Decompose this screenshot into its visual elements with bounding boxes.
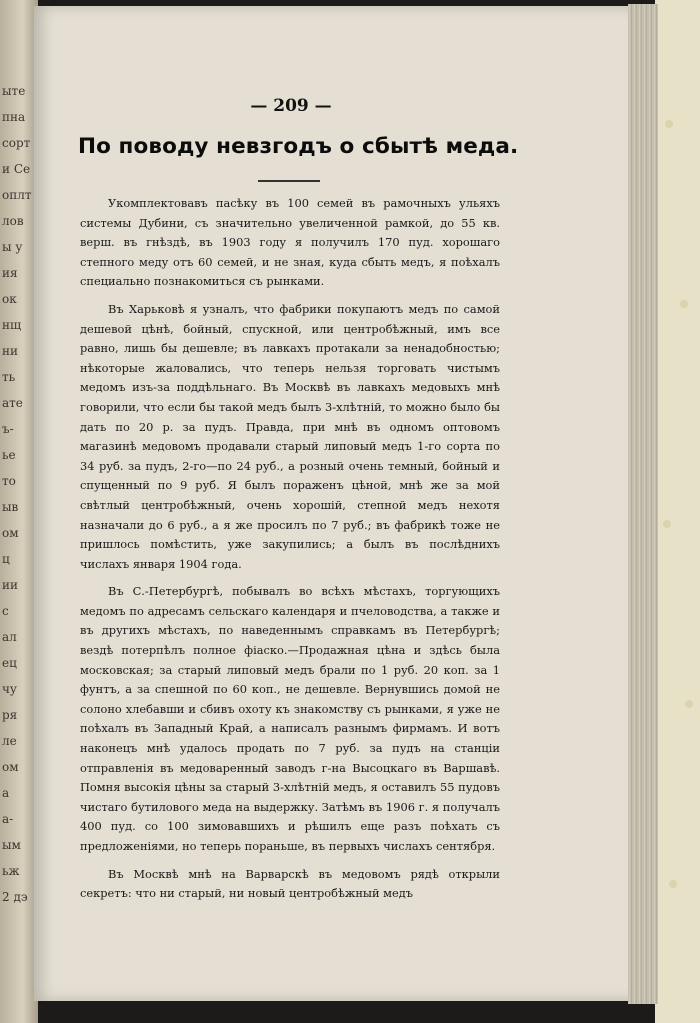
paragraph: Въ Харьковѣ я узналъ, что фабрики покупаютъ медъ по самой дешевой цѣнѣ, бойный, спускной, или центробѣжный, имъ все равно, лишь бы дешевле; въ лавкахъ протакали за ненадобностью; нѣкоторые жаловались, что теперь нельзя торговать чистымъ медомъ изъ-за поддѣльнаго. Въ Москвѣ въ лавкахъ медовыхъ мнѣ говорили, что если бы такой медъ былъ 3-хлѣтній, то можно было бы дать по 20 р. за пудъ. Правда, при мнѣ въ одномъ оптовомъ магазинѣ медовомъ продавали старый липовый медъ 1-го сорта по 34 руб. за пудъ, 2-го—по 24 руб., а розный очень темный, бойный и спущенный по 9 руб. Я былъ пораженъ цѣной, мнѣ же за мой свѣтлый центробѣжный, очень хорошій, степной медъ нехотя назначали до 6 руб., а я же просилъ по 7 руб.; въ фабрикѣ тоже не пришлось помѣстить, уже закупились; а былъ въ послѣднихъ числахъ января 1904 года.	[80, 301, 500, 571]
facing-page-fragment: ыв	[2, 500, 19, 514]
facing-page-fragment: ии	[2, 578, 18, 592]
facing-page-fragment: ал	[2, 630, 17, 644]
facing-page-fragment: ыте	[2, 84, 26, 98]
facing-page-fragment: ря	[2, 708, 18, 722]
facing-page-fragment: ть	[2, 370, 16, 384]
facing-page-fragment: ц	[2, 552, 10, 566]
facing-page-fragment: ле	[2, 734, 17, 748]
facing-page-fragment: ате	[2, 396, 23, 410]
facing-page-fragment: пна	[2, 110, 26, 124]
facing-page-fragment: ия	[2, 266, 18, 280]
page-stack-edge	[628, 4, 658, 1004]
facing-page-fragment: ни	[2, 344, 18, 358]
facing-page-fragment: ье	[2, 448, 16, 462]
paragraph: Въ Москвѣ мнѣ на Варварскѣ въ медовомъ рядѣ открыли секретъ: что ни старый, ни новый центробѣжный медъ	[80, 866, 500, 901]
facing-page-fragment: ок	[2, 292, 17, 306]
article-title: По поводу невзгодъ о сбытѣ меда.	[78, 134, 519, 159]
facing-page-fragment: оплт	[2, 188, 32, 202]
facing-page-fragment: то	[2, 474, 16, 488]
facing-page-fragment: ец	[2, 656, 17, 670]
page-number: — 209 —	[250, 96, 332, 116]
background-surface	[655, 0, 700, 1023]
facing-page-fragment: с	[2, 604, 9, 618]
title-divider	[258, 180, 320, 182]
paragraph: Въ С.-Петербургѣ, побывалъ во всѣхъ мѣстахъ, торгующихъ медомъ по адресамъ сельскаго календаря и пчеловодства, а также и въ другихъ мѣстахъ, по наведеннымъ справкамъ въ Петербургѣ; вездѣ потерпѣлъ полное фіаско.—Продажная цѣна и здѣсь была московская; за старый липовый медъ брали по 1 руб. 20 коп. за 1 фунтъ, а за спешной по 60 коп., не дешевле. Вернувшись домой не солоно хлебавши и сбивъ охоту къ знакомству съ рынками, я уже не поѣхалъ въ Западный Край, а написалъ разнымъ фирмамъ. И вотъ наконецъ мнѣ удалось продать по 7 руб. за пудъ на станціи отправленія въ медоваренный заводъ г-на Высоцкаго въ Варшавѣ. Помня высокія цѣны за старый 3-хлѣтній медъ, я оставилъ 55 пудовъ чистаго бутилового меда на выдержку. Затѣмъ въ 1906 г. я получалъ 400 пуд. со 100 зимовавшихъ и рѣшилъ еще разъ поѣхать съ предложеніями, но теперь пораньше, въ первыхъ числахъ сентября.	[80, 584, 500, 853]
facing-page-fragment: ъ-	[2, 422, 14, 436]
facing-page-fragment: сорт	[2, 136, 31, 150]
facing-page-edge	[0, 0, 38, 1023]
paragraph: Укомплектовавъ пасѣку въ 100 семей въ рамочныхъ ульяхъ системы Дубини, съ значительно увеличенной рамкой, до 55 кв. верш. въ гнѣздѣ, въ 1903 году я получилъ 170 пуд. хорошаго степного меду отъ 60 семей, и не зная, куда сбыть медъ, я поѣхалъ специально познакомиться съ рынками.	[80, 196, 500, 289]
facing-page-fragment: лов	[2, 214, 24, 228]
facing-page-fragment: ом	[2, 760, 19, 774]
facing-page-fragment: чу	[2, 682, 17, 696]
facing-page-fragment: ы у	[2, 240, 23, 254]
facing-page-fragment: 2 дэ	[2, 890, 28, 904]
facing-page-fragment: нщ	[2, 318, 22, 332]
facing-page-fragment: и Се	[2, 162, 31, 176]
facing-page-fragment: ым	[2, 838, 21, 852]
facing-page-fragment: ьж	[2, 864, 20, 878]
facing-page-fragment: а-	[2, 812, 14, 826]
article-body	[80, 194, 500, 912]
facing-page-fragment: ом	[2, 526, 19, 540]
facing-page-fragment: а	[2, 786, 10, 800]
